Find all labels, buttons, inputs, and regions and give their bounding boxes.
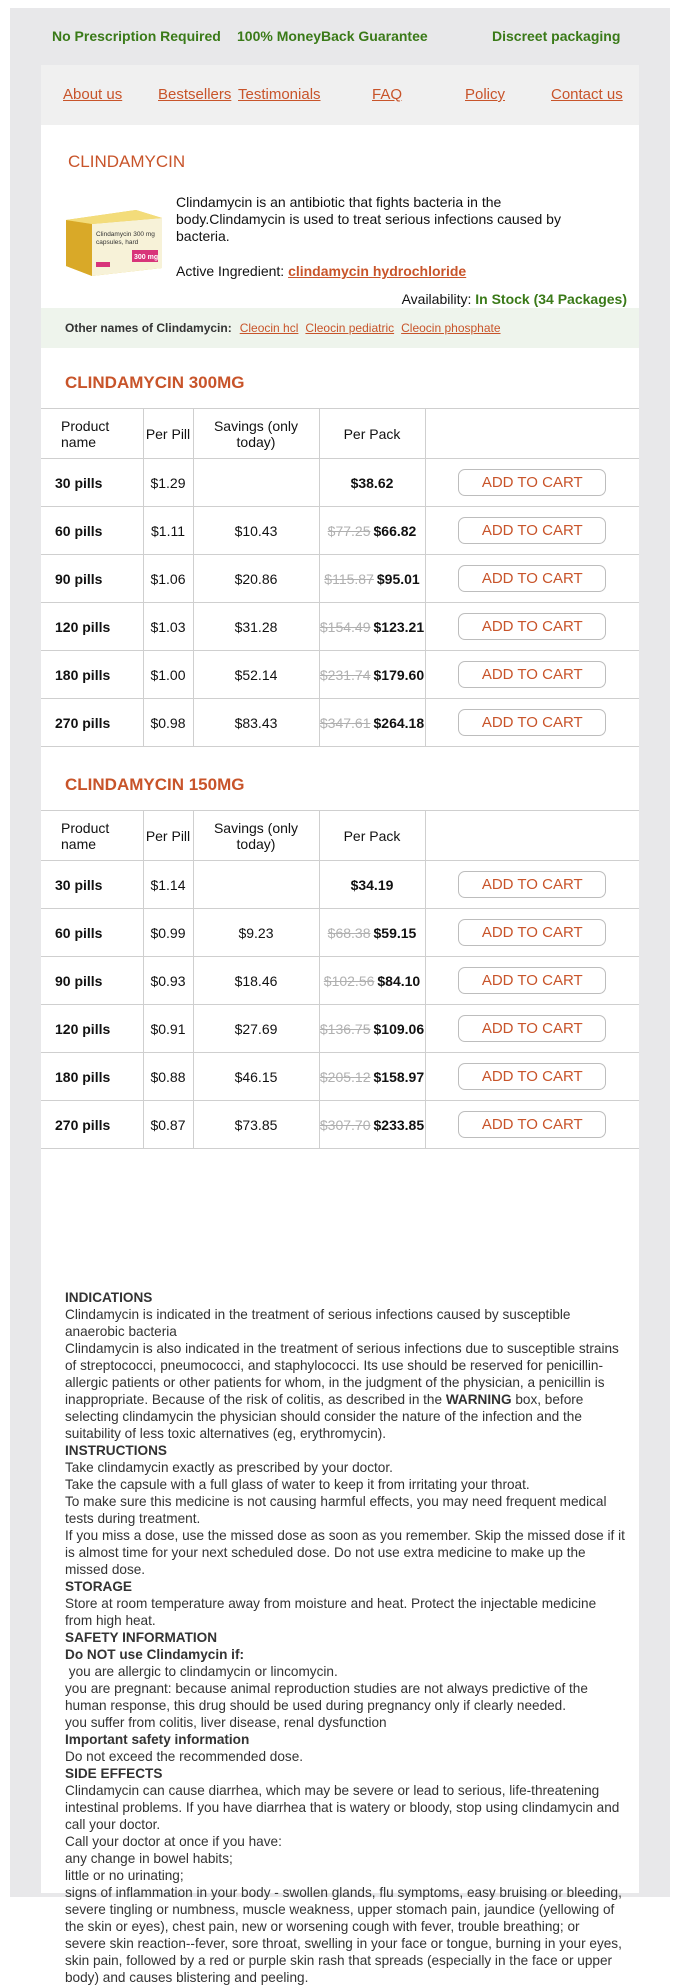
row-price: $84.10	[377, 972, 421, 989]
row-savings: $31.28	[193, 603, 319, 651]
header-action	[425, 409, 639, 459]
row-action	[425, 699, 639, 747]
nav-contact-link[interactable]: Contact us	[551, 86, 623, 103]
row-per-pack	[319, 603, 425, 651]
benefits-bar	[10, 8, 670, 64]
row-name: 120 pills	[41, 1005, 143, 1053]
safety-heading: SAFETY INFORMATION	[65, 1630, 218, 1645]
table-row	[41, 651, 639, 699]
row-per-pill: $1.29	[143, 459, 193, 507]
row-old-price: $68.38	[327, 924, 371, 941]
side-effect-item: Call your doctor at once if you have:	[65, 1834, 282, 1849]
row-per-pack	[319, 555, 425, 603]
instruction-item: To make sure this medicine is not causing harmful effects, you may need frequent medical tests during treatment.	[65, 1494, 607, 1526]
side-effect-item: little or no urinating;	[65, 1868, 184, 1883]
header-action	[425, 811, 639, 861]
table-row	[41, 1053, 639, 1101]
row-savings: $20.86	[193, 555, 319, 603]
add-to-cart-button[interactable]: ADD TO CART	[458, 1111, 606, 1138]
table-header-row	[41, 409, 639, 459]
row-name: 90 pills	[41, 957, 143, 1005]
side-effects-heading: SIDE EFFECTS	[65, 1766, 163, 1781]
row-price: $38.62	[350, 474, 394, 491]
row-savings: $18.46	[193, 957, 319, 1005]
indications-text-part: Clindamycin is also indicated in the treatment of serious infections due to susceptible strains of streptococci, pneumococci, and staphylococci. Its use should be reserved for penicillin-allergic patients or other patients for whom, in the judgment of the physician, a penicillin is inappropriate. Because of the risk of colitis, as described in the	[65, 1341, 619, 1407]
side-effect-item: any change in bowel habits;	[65, 1851, 233, 1866]
nav-testimonials-link[interactable]: Testimonials	[238, 86, 321, 103]
row-old-price: $136.75	[319, 1020, 371, 1037]
table-row	[41, 861, 639, 909]
table-header-row	[41, 811, 639, 861]
row-price: $59.15	[373, 924, 417, 941]
table-row	[41, 555, 639, 603]
header-per-pack: Per Pack	[319, 811, 425, 861]
row-price: $109.06	[373, 1020, 425, 1037]
row-savings: $9.23	[193, 909, 319, 957]
add-to-cart-button[interactable]: ADD TO CART	[458, 517, 606, 544]
side-effect-item: Clindamycin can cause diarrhea, which may be severe or lead to serious, life-threatening intestinal problems. If you have diarrhea that is watery or bloody, stop using clindamycin and call your doctor.	[65, 1783, 620, 1832]
product-box-image	[66, 210, 162, 276]
row-name: 180 pills	[41, 1053, 143, 1101]
other-names-bar	[41, 308, 639, 348]
row-per-pill: $0.93	[143, 957, 193, 1005]
add-to-cart-button[interactable]: ADD TO CART	[458, 1063, 606, 1090]
header-per-pack: Per Pack	[319, 409, 425, 459]
add-to-cart-button[interactable]: ADD TO CART	[458, 919, 606, 946]
row-per-pill: $0.99	[143, 909, 193, 957]
row-old-price: $307.70	[319, 1116, 371, 1133]
add-to-cart-button[interactable]: ADD TO CART	[458, 709, 606, 736]
row-name: 90 pills	[41, 555, 143, 603]
row-per-pack	[319, 459, 425, 507]
side-effect-item: severe skin reaction--fever, sore throat, swelling in your face or tongue, burning in your eyes, skin pain, followed by a red or purple skin rash that spreads (especially in the face or upper body) and causes blistering and peeling.	[65, 1936, 622, 1985]
price-table-300mg	[41, 408, 639, 747]
box-strength-badge: 300 mg	[134, 254, 159, 261]
row-savings: $10.43	[193, 507, 319, 555]
indications-text: Clindamycin is indicated in the treatment of serious infections caused by susceptible anaerobic bacteria	[65, 1307, 571, 1339]
indications-heading: INDICATIONS	[65, 1290, 153, 1305]
safety-item: you are allergic to clindamycin or lincomycin.	[65, 1664, 338, 1679]
no-prescription-text: No Prescription Required	[52, 28, 221, 44]
row-old-price: $154.49	[319, 618, 371, 635]
table-row	[41, 699, 639, 747]
add-to-cart-button[interactable]: ADD TO CART	[458, 469, 606, 496]
price-table-150mg	[41, 810, 639, 1149]
row-action	[425, 957, 639, 1005]
row-per-pill: $1.14	[143, 861, 193, 909]
row-savings	[193, 459, 319, 507]
header-product-name: Product name	[41, 409, 143, 459]
other-name-link[interactable]: Cleocin hcl	[239, 321, 299, 335]
row-savings: $52.14	[193, 651, 319, 699]
row-name: 30 pills	[41, 459, 143, 507]
row-per-pack	[319, 909, 425, 957]
row-action	[425, 507, 639, 555]
safety-item: you suffer from colitis, liver disease, renal dysfunction	[65, 1715, 387, 1730]
row-per-pill: $1.00	[143, 651, 193, 699]
nav-faq-link[interactable]: FAQ	[372, 86, 403, 103]
packaging-text: Discreet packaging	[492, 28, 621, 44]
table-row	[41, 909, 639, 957]
important-text: Do not exceed the recommended dose.	[65, 1749, 304, 1764]
row-action	[425, 1005, 639, 1053]
row-per-pill: $1.03	[143, 603, 193, 651]
row-name: 30 pills	[41, 861, 143, 909]
product-description: Clindamycin is an antibiotic that fights bacteria in the body.Clindamycin is used to treat serious infections caused by bacteria.	[176, 194, 561, 244]
row-savings: $46.15	[193, 1053, 319, 1101]
row-price: $233.85	[373, 1116, 425, 1133]
indications-text	[65, 1340, 625, 1442]
indications-text-part: box, before selecting clindamycin the physician should consider the nature of the infection and the suitability of less toxic alternatives (eg, erythromycin).	[65, 1392, 584, 1441]
main-content	[41, 125, 639, 1985]
row-per-pack	[319, 1005, 425, 1053]
row-old-price: $205.12	[319, 1068, 371, 1085]
row-old-price: $102.56	[323, 972, 375, 989]
row-action	[425, 1053, 639, 1101]
row-per-pill: $1.11	[143, 507, 193, 555]
row-per-pack	[319, 699, 425, 747]
instruction-item: Take clindamycin exactly as prescribed by your doctor.	[65, 1460, 393, 1475]
page-frame	[10, 8, 670, 1985]
header-product-name: Product name	[41, 811, 143, 861]
main-nav	[41, 65, 639, 125]
row-price: $66.82	[373, 522, 417, 539]
row-savings: $83.43	[193, 699, 319, 747]
row-price: $179.60	[373, 666, 425, 683]
important-heading: Important safety information	[65, 1732, 250, 1747]
row-old-price: $115.87	[324, 570, 374, 587]
nav-about-link[interactable]: About us	[63, 86, 123, 103]
availability-status: In Stock (34 Packages)	[475, 291, 627, 307]
row-savings	[193, 861, 319, 909]
add-to-cart-button[interactable]: ADD TO CART	[458, 613, 606, 640]
add-to-cart-button[interactable]: ADD TO CART	[458, 967, 606, 994]
nav-policy-link[interactable]: Policy	[465, 86, 506, 103]
other-name-link[interactable]: Cleocin phosphate	[401, 321, 501, 335]
row-per-pill: $0.98	[143, 699, 193, 747]
row-per-pill: $0.87	[143, 1101, 193, 1149]
header-per-pill: Per Pill	[143, 811, 193, 861]
row-price: $158.97	[373, 1068, 425, 1085]
row-name: 270 pills	[41, 699, 143, 747]
row-name: 60 pills	[41, 507, 143, 555]
header-savings: Savings (only today)	[193, 811, 319, 861]
header-savings: Savings (only today)	[193, 409, 319, 459]
add-to-cart-button[interactable]: ADD TO CART	[458, 871, 606, 898]
row-per-pill: $0.88	[143, 1053, 193, 1101]
row-name: 60 pills	[41, 909, 143, 957]
nav-bestsellers-link[interactable]: Bestsellers	[158, 86, 232, 103]
row-action	[425, 603, 639, 651]
table-row	[41, 507, 639, 555]
row-per-pill: $0.91	[143, 1005, 193, 1053]
box-label-line1: Clindamycin 300 mg	[96, 231, 155, 238]
row-per-pill: $1.06	[143, 555, 193, 603]
other-names-label: Other names of Clindamycin:	[65, 321, 232, 335]
warning-word: WARNING	[445, 1392, 512, 1407]
table-row	[41, 1101, 639, 1149]
row-action	[425, 1101, 639, 1149]
add-to-cart-button[interactable]: ADD TO CART	[458, 1015, 606, 1042]
ingredient-label: Active Ingredient:	[176, 263, 285, 279]
row-action	[425, 861, 639, 909]
active-ingredient	[176, 263, 466, 279]
row-per-pack	[319, 507, 425, 555]
storage-text: Store at room temperature away from moisture and heat. Protect the injectable medicine from high heat.	[65, 1596, 597, 1628]
product-info	[65, 1289, 625, 1986]
row-per-pack	[319, 1101, 425, 1149]
row-action	[425, 459, 639, 507]
row-price: $264.18	[373, 714, 425, 731]
row-action	[425, 651, 639, 699]
header-per-pill: Per Pill	[143, 409, 193, 459]
row-name: 270 pills	[41, 1101, 143, 1149]
guarantee-text: 100% MoneyBack Guarantee	[237, 28, 428, 44]
table-row	[41, 957, 639, 1005]
section-title-300mg: CLINDAMYCIN 300MG	[65, 373, 245, 392]
row-per-pack	[319, 957, 425, 1005]
row-old-price: $231.74	[319, 666, 371, 683]
box-label-line2: capsules, hard	[96, 239, 139, 246]
availability-label: Availability:	[401, 291, 472, 307]
row-per-pack	[319, 651, 425, 699]
row-per-pack	[319, 1053, 425, 1101]
safety-item: you are pregnant: because animal reproduction studies are not always predictive of the human response, this drug should be used during pregnancy only if clearly needed.	[65, 1681, 588, 1713]
row-name: 120 pills	[41, 603, 143, 651]
table-row	[41, 459, 639, 507]
row-savings: $27.69	[193, 1005, 319, 1053]
table-row	[41, 1005, 639, 1053]
ingredient-link[interactable]: clindamycin hydrochloride	[288, 263, 467, 279]
do-not-use-heading: Do NOT use Clindamycin if:	[65, 1647, 245, 1662]
table-row	[41, 603, 639, 651]
row-price: $34.19	[350, 876, 394, 893]
section-title-150mg: CLINDAMYCIN 150MG	[65, 775, 245, 794]
row-price: $95.01	[376, 570, 420, 587]
instruction-item: If you miss a dose, use the missed dose as soon as you remember. Skip the missed dose if it is almost time for your next scheduled dose. Do not use extra medicine to make up the missed dose.	[65, 1528, 625, 1577]
row-price: $123.21	[373, 618, 425, 635]
availability	[402, 291, 627, 307]
add-to-cart-button[interactable]: ADD TO CART	[458, 661, 606, 688]
add-to-cart-button[interactable]: ADD TO CART	[458, 565, 606, 592]
other-name-link[interactable]: Cleocin pediatric	[305, 321, 395, 335]
row-savings: $73.85	[193, 1101, 319, 1149]
row-action	[425, 555, 639, 603]
product-title: CLINDAMYCIN	[68, 152, 186, 171]
row-old-price: $347.61	[319, 714, 371, 731]
row-action	[425, 909, 639, 957]
storage-heading: STORAGE	[65, 1579, 132, 1594]
row-old-price: $77.25	[327, 522, 371, 539]
instruction-item: Take the capsule with a full glass of water to keep it from irritating your throat.	[65, 1477, 530, 1492]
side-effect-item: signs of inflammation in your body - swollen glands, flu symptoms, easy bruising or bleeding, severe tingling or numbness, muscle weakness, upper stomach pain, jaundice (yellowing of the skin or eyes), chest pain, new or worsening cough with fever, trouble breathing; or	[65, 1885, 622, 1934]
instructions-heading: INSTRUCTIONS	[65, 1443, 167, 1458]
row-name: 180 pills	[41, 651, 143, 699]
row-per-pack	[319, 861, 425, 909]
